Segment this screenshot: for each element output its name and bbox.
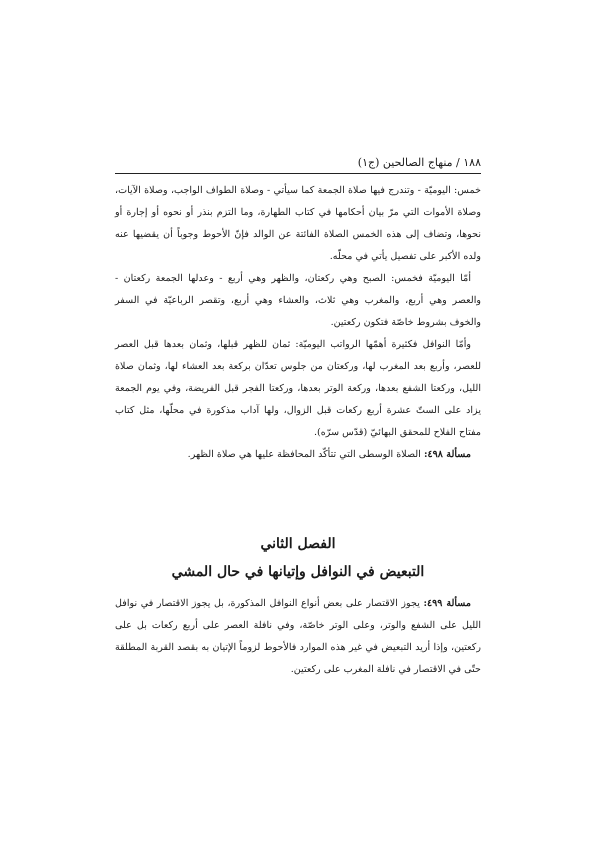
masala-498-label: مسألة ٤٩٨: bbox=[423, 449, 471, 460]
chapter-title: الفصل الثاني bbox=[260, 536, 336, 552]
masala-498 bbox=[115, 444, 481, 466]
masala-499 bbox=[115, 593, 481, 681]
body-text-top bbox=[115, 180, 481, 466]
running-header: ١٨٨ / منهاج الصالحين (ج١) bbox=[357, 156, 481, 169]
paragraph-prayer-types: خمس: اليوميّة - وتندرج فيها صلاة الجمعة كما سيأتي - وصلاة الطواف الواجب، وصلاة الآيات، وصلاة الأموات التي مرّ بيان أحكامها في كتاب الطهارة، وما التزم بنذر أو نحوه أو إجارة أو نحوها، وتضاف إلى هذه الخمس الصلاة الفائتة عن الوالد فإنّ الأحوط وجوباً أن يقضيها عنه ولده الأكبر على تفصيل يأتي في محلّه. bbox=[115, 185, 481, 262]
body-text-bottom bbox=[115, 593, 481, 681]
paragraph-nawafil: وأمّا النوافل فكثيرة أهمّها الرواتب اليوميّة: ثمان للظهر قبلها، وثمان بعدها قبل العصر للعصر، وأربع بعد المغرب لها، وركعتان من جلوس تعدّان بركعة بعد العشاء لها، وثمان صلاة الليل، وركعتا الشفع بعدها، وركعة الوتر بعدها، وركعتا الفجر قبل الفريضة، وفي يوم الجمعة يزاد على الستّ عشرة أربع ركعات قبل الزوال، ولها آداب مذكورة في محلّها، مثل كتاب مفتاح الفلاح للمحقق البهائيّ (قدّس سرّه). bbox=[115, 339, 481, 438]
header-rule bbox=[115, 173, 481, 174]
masala-498-text: الصلاة الوسطى التي تتأكّد المحافظة عليها هي صلاة الظهر. bbox=[187, 449, 424, 460]
paragraph-daily-prayers: أمّا اليوميّة فخمس: الصبح وهي ركعتان، والظهر وهي أربع - وعدلها الجمعة ركعتان - والعصر وهي أربع، والمغرب وهي ثلاث، والعشاء وهي أربع، وتقصر الرباعيّة في السفر والخوف بشروط خاصّة فتكون ركعتين. bbox=[115, 273, 481, 328]
masala-499-text: يجوز الاقتصار على بعض أنواع النوافل المذكورة، بل يجوز الاقتصار في نوافل الليل على الشفع والوتر، وعلى الوتر خاصّة، وفي نافلة العصر على أربع ركعات بل على ركعتين، وإذا أريد التبعيض في غير هذه الموارد فالأحوط لزوماً الإتيان به بقصد القربة المطلقة حتّى في الاقتصار في نافلة المغرب على ركعتين. bbox=[115, 598, 481, 675]
masala-499-label: مسألة ٤٩٩: bbox=[423, 598, 472, 609]
chapter-subtitle: التبعيض في النوافل وإتيانها في حال المشي bbox=[171, 564, 425, 580]
